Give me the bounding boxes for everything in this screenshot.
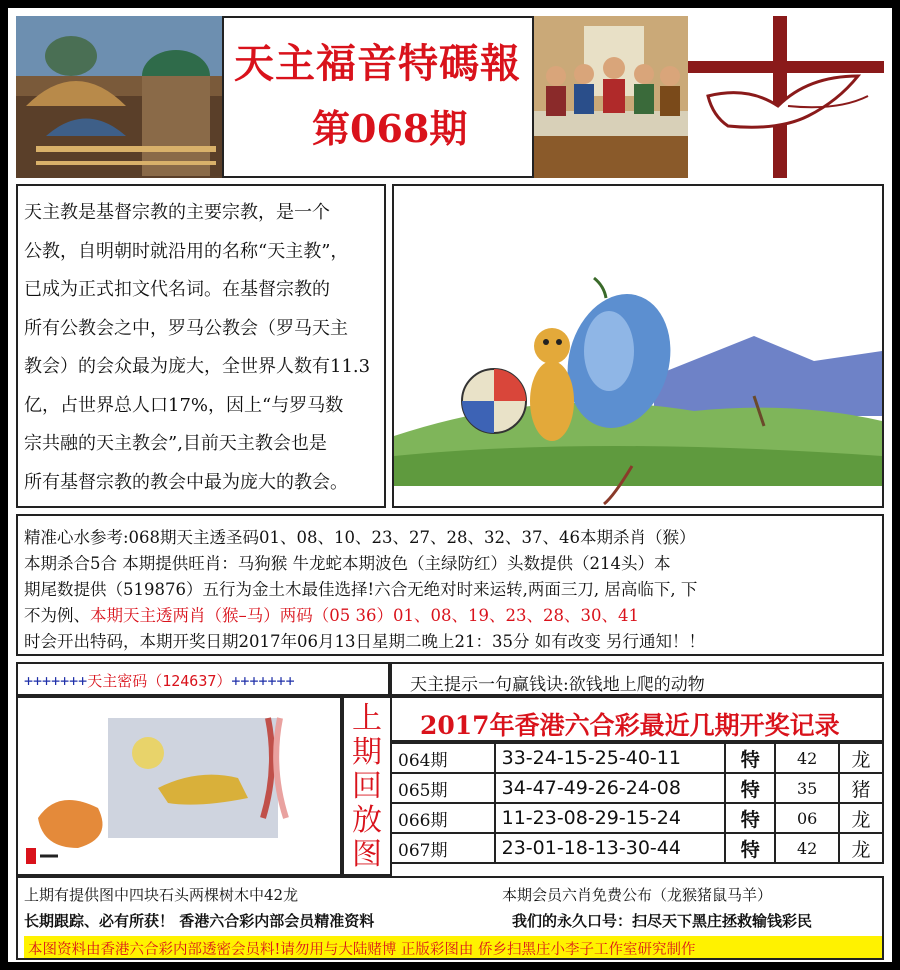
intro-line: 已成为正式扣文代名词。在基督宗教的	[24, 279, 330, 300]
table-row	[391, 743, 883, 773]
numbers-cell: 11-23-08-29-15-24	[495, 803, 726, 833]
special-label: 特	[725, 743, 775, 773]
cross-dove-image	[688, 16, 884, 178]
secret-pluses-right: +++++++	[231, 672, 295, 690]
special-label: 特	[725, 773, 775, 803]
tips-line-4-highlight: 本期天主透两肖（猴–马）两码（05 36）01、08、19、23、28、30、41	[90, 606, 639, 625]
zodiac-cell: 龙	[839, 803, 883, 833]
replay-label	[342, 696, 392, 876]
tips-line-2: 本期杀合5合 本期提供旺肖：马狗猴 牛龙蛇本期波色（主绿防红）头数提供（214头）本	[24, 554, 671, 573]
intro-line: 公教，自明朝时就沿用的名称“天主教”，	[24, 240, 349, 262]
intro-line: 宗共融的天主教会”,目前天主教会也是	[24, 433, 327, 454]
replay-char: 回	[352, 769, 382, 804]
period-cell: 066期	[391, 803, 495, 833]
numbers-cell: 33-24-15-25-40-11	[495, 743, 726, 773]
table-row	[391, 833, 883, 863]
intro-box	[16, 184, 386, 508]
intro-text	[24, 194, 370, 502]
cartoon-box	[392, 184, 884, 508]
special-number: 42	[775, 743, 839, 773]
intro-line: 所有公教会之中，罗马公教会（罗马天主	[24, 317, 348, 339]
zodiac-cell: 龙	[839, 833, 883, 863]
footer-left-1: 上期有提供图中四块石头两棵树木中42龙	[24, 886, 299, 904]
intro-line: 教会）的会众最为庞大，全世界人数有11.3	[24, 356, 371, 377]
tips-line-4	[24, 602, 639, 626]
table-row	[391, 773, 883, 803]
special-number: 42	[775, 833, 839, 863]
tips-box	[16, 514, 884, 656]
tips-line-3: 期尾数提供（519876）五行为金土木最佳选择!六合无绝对时来运转,两面三刀, 居高临下, 下	[24, 580, 698, 599]
secret-code-box	[16, 662, 390, 696]
page	[8, 8, 892, 962]
footer-box	[16, 876, 884, 960]
tips-line-4-prefix: 不为例、	[24, 606, 90, 625]
header-title: 天主福音特碼報	[234, 40, 521, 87]
tips-line-5: 时会开出特码，本期开奖日期2017年06月13日星期二晚上21：35分 如有改变 另行通知！！	[24, 632, 705, 651]
header-title-box	[222, 16, 534, 178]
hint-text: 天主提示一句赢钱诀:欲钱地上爬的动物	[410, 675, 705, 695]
secret-code	[24, 670, 295, 691]
header-issue: 第068期	[312, 106, 468, 151]
tips-line-1: 精准心水参考:068期天主透圣码01、08、10、23、27、28、32、37、46本期杀肖（猴）	[24, 528, 696, 547]
footer-right-2: 我们的永久口号：扫尽天下黑庄拯救输钱彩民	[512, 912, 813, 930]
last-supper-image	[534, 16, 688, 178]
intro-line: 所有基督宗教的教会中最为庞大的教会。	[24, 471, 348, 493]
records-title-box	[390, 696, 884, 742]
intro-line: 亿，占世界总人口17%，因上“与罗马数	[24, 394, 344, 416]
numbers-cell: 23-01-18-13-30-44	[495, 833, 726, 863]
zodiac-cell: 龙	[839, 743, 883, 773]
last-draw-image	[16, 696, 342, 876]
groundhog-illustration	[394, 186, 882, 506]
period-cell: 067期	[391, 833, 495, 863]
records-title: 2017年香港六合彩最近几期开奖记录	[420, 711, 840, 740]
special-number: 35	[775, 773, 839, 803]
table-row	[391, 803, 883, 833]
church-image	[16, 16, 222, 178]
footer-left-2: 长期跟踪、必有所获！ 香港六合彩内部会员精准资料	[24, 912, 375, 930]
zodiac-cell: 猪	[839, 773, 883, 803]
period-cell: 065期	[391, 773, 495, 803]
replay-char: 上	[352, 701, 382, 736]
special-number: 06	[775, 803, 839, 833]
numbers-cell: 34-47-49-26-24-08	[495, 773, 726, 803]
replay-char: 期	[352, 735, 382, 770]
replay-char: 放	[352, 803, 382, 838]
intro-line: 天主教是基督宗教的主要宗教，是一个	[24, 202, 330, 223]
secret-pluses-left: +++++++	[24, 672, 88, 690]
footer-banner: 本图资料由香港六合彩内部透密会员料!请勿用与大陆赌博 正版彩图由 侨乡扫黑庄小李子工作室研究制作	[24, 936, 884, 960]
footer-right-1: 本期会员六肖免费公布（龙猴猪鼠马羊）	[502, 886, 773, 904]
special-label: 特	[725, 833, 775, 863]
hint-box	[390, 662, 884, 696]
special-label: 特	[725, 803, 775, 833]
replay-char: 图	[352, 837, 382, 872]
records-table	[390, 742, 884, 864]
period-cell: 064期	[391, 743, 495, 773]
secret-code-label: 天主密码（124637）	[87, 672, 232, 690]
